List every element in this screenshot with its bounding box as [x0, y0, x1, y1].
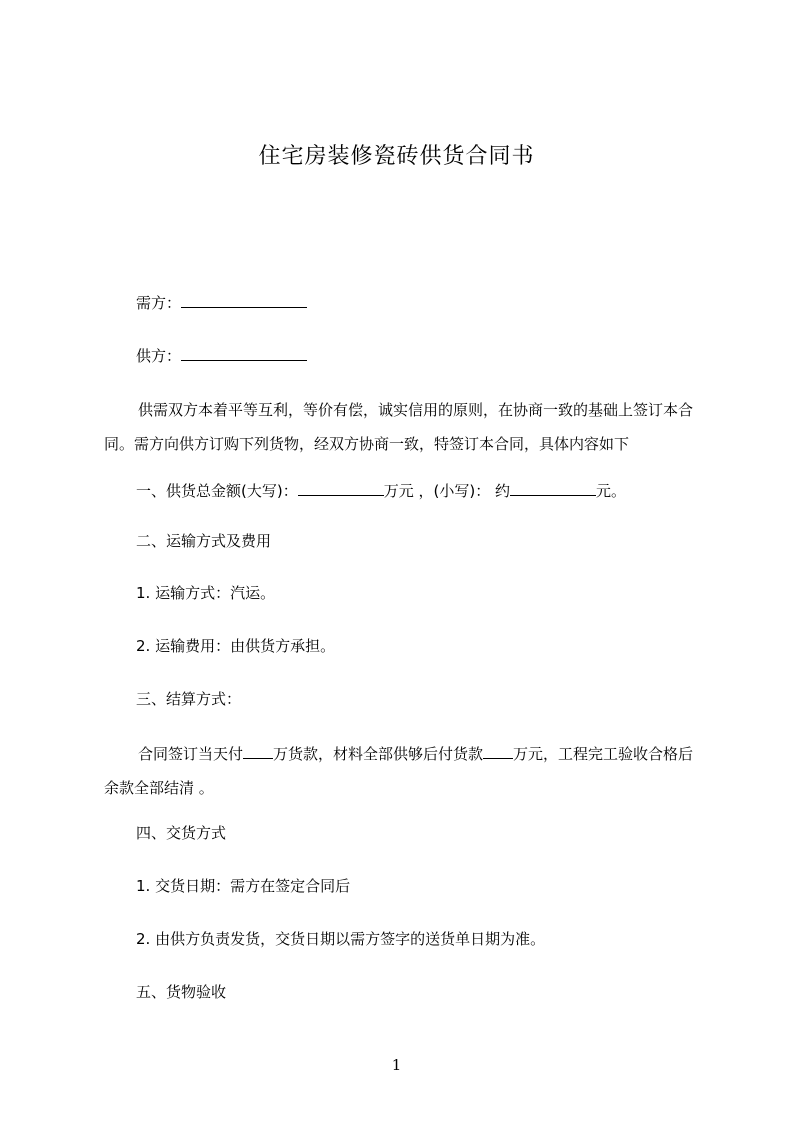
- deposit-blank: [243, 742, 273, 759]
- section3-part1: 合同签订当天付: [138, 745, 244, 763]
- section3-heading: 三、结算方式：: [136, 690, 242, 708]
- section5-heading: 五、货物验收: [136, 983, 227, 1001]
- intro-paragraph: 供需双方本着平等互利，等价有偿，诚实信用的原则，在协商一致的基础上签订本合同。需方向供方订购下列货物，经双方协商一致，特签订本合同，具体内容如下: [104, 401, 694, 453]
- amount-words-blank: [298, 479, 384, 496]
- buyer-blank: [181, 291, 307, 308]
- supplier-blank: [181, 344, 307, 361]
- section4-item2: 2. 由供方负责发货，交货日期以需方签字的送货单日期为准。: [136, 930, 546, 948]
- section1-line: [136, 479, 626, 501]
- section3-part2: 万货款，材料全部供够后付货款: [273, 745, 484, 763]
- section3-paragraph: [104, 737, 704, 805]
- buyer-line: [136, 291, 307, 313]
- amount-digits-blank: [510, 479, 596, 496]
- section1-prefix: 一、供货总金额(大写)：: [136, 482, 298, 500]
- section2-item1: 1. 运输方式：汽运。: [136, 584, 276, 602]
- buyer-label: 需方：: [136, 294, 182, 312]
- supplier-label: 供方：: [136, 347, 182, 365]
- document-title: 住宅房装修瓷砖供货合同书: [258, 144, 535, 169]
- page-number: 1: [391, 1056, 402, 1074]
- section1-mid: 万元 ，(小写)： 约: [383, 482, 510, 500]
- supplier-line: [136, 344, 307, 366]
- section4-heading: 四、交货方式: [136, 824, 227, 842]
- section3-part3: 万元，工程完工验收合格后余款全部结清 。: [104, 745, 694, 797]
- delivery-payment-blank: [483, 742, 513, 759]
- section1-suffix: 元。: [595, 482, 626, 500]
- section4-item1: 1. 交货日期：需方在签定合同后: [136, 877, 351, 895]
- section2-item2: 2. 运输费用：由供货方承担。: [136, 637, 336, 655]
- section2-heading: 二、运输方式及费用: [136, 532, 272, 550]
